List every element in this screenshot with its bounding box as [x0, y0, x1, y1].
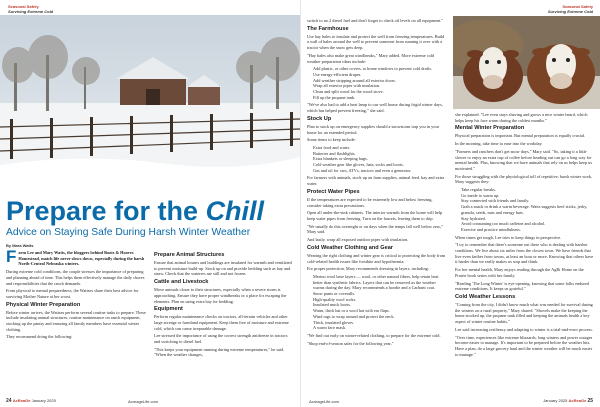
section-heading: Mental Winter Preparation: [455, 125, 525, 132]
list-item: • Warm, thick hat or a wool hat with ear flaps.: [313, 308, 447, 314]
body-paragraph: "Shop end-of-season sales for the following year,": [307, 340, 394, 346]
body-paragraph: Before winter arrives, the Wattses perform several routine tasks to prepare. These include insulating animal structures, routine maintenance on ranch equipment, stocking up the pantry and ensuring all family members have essential winter clothing.: [6, 309, 146, 332]
intro-paragraph: From physical to mental preparedness, the Wattses share their best advice for surviving Mother Nature at her worst.: [6, 288, 139, 299]
right-column-1: [307, 18, 447, 392]
section-heading: Cattle and Livestock: [154, 279, 209, 286]
subsection-label: Surviving Extreme Cold: [547, 9, 593, 14]
body-paragraph: Lee said increasing resiliency and adapting to winter is a trial-and-error process.: [455, 326, 593, 332]
intro-lead: arm Lee and Mary Watts, the bloggers behind Boots & Hooves Homestead, match life never slows down, especially during the harsh North-Central Nebraska winters.: [18, 250, 145, 267]
body-paragraph: In the morning, take time to ease into the workday.: [455, 141, 543, 147]
body-paragraph: Ensure that animal houses and buildings are insulated for warmth and ventilated to prevent moisture build-up. Stock up on and provide bedding such as hay and straw. Check that the waterers are still and not frozen.: [154, 260, 292, 277]
title-main: Prepare for the: [6, 196, 206, 226]
list-item: • Clean and split wood for the wood stove.: [313, 89, 447, 95]
snowy-farm-photo: [0, 15, 300, 195]
list-item: • Add weather stripping around all exterior doors.: [313, 78, 447, 84]
right-footer: [543, 398, 593, 404]
list-item: • Wind rags to wrap around and protect the neck.: [313, 314, 447, 320]
list-item: • Fill up the propane tank.: [313, 95, 447, 101]
body-paragraph: "I try to remember that there's someone out there who is dealing with harsher conditions. We live about six miles from the closest town. We have friends that live even farther from towns, at least an hour or more. Knowing that others have it harder than we really makes us stop and think.: [455, 242, 594, 265]
body-paragraph: "Reading 'The Long Winter' is eye-opening, knowing that some folks endured extreme conditions. It keeps us grateful.": [455, 280, 589, 292]
list-item: • Exercise and practice mindfulness.: [461, 227, 595, 233]
list-item: • Snow pants or coveralls.: [313, 291, 447, 297]
right-footer-site: AcreageLife.com: [309, 399, 340, 404]
byline: By Mara Watts: [6, 243, 34, 248]
left-column-1: [6, 250, 146, 395]
body-paragraph: she explained. "Lee even stays shaving and grows a nice winter beard, which helps keep his face warm during the coldest months.": [455, 112, 588, 123]
list-item: • Gas and oil for cars, ATVs, tractors and even a generator.: [313, 168, 447, 174]
left-footer-site: AcreageLife.com: [128, 399, 159, 404]
section-heading: Physical Winter Preparation: [6, 301, 81, 308]
section-heading: Equipment: [154, 306, 183, 313]
list-item: • Avoid consuming too much caffeine and alcohol.: [461, 221, 595, 227]
list-item: • Stay connected with friends and family.: [461, 198, 595, 204]
body-paragraph: Physical preparation is important. But mental preparation is equally crucial.: [455, 133, 586, 139]
title-emphasis: Chill: [205, 196, 265, 226]
list-item: • Thick, insulated gloves.: [313, 320, 447, 326]
list-item: • High-quality wool socks.: [313, 297, 447, 303]
body-paragraph: Perform regular maintenance checks on tractors, all-terrain vehicles and other large acreage or farmland equipment. Keep them free of moisture and extreme cold, which can cause irreparable damage.: [154, 314, 289, 331]
body-paragraph: "Over time, experiences like extreme blizzards, long winters and power outages become easier to manage. It's important to be prepared before the weather hits. Have a plan, do a large grocery haul and the winter weather will be much easier to manage.": [455, 334, 593, 357]
body-paragraph: Use hay bales to insulate and protect the well from freezing temperatures. Build a wall of bales around the well to prevent someone from running it over with a tractor when the snow gets deep.: [307, 33, 445, 51]
body-paragraph: "Farmers and ranchers don't get snow days," Mary said. "So, taking it a little slower to enjoy an extra cup of coffee before heading out can go a long way for mental health. Plus, knowing that we have animals that rely on us helps keep us motivated.": [455, 148, 592, 171]
body-paragraph: And lastly, wrap all exposed outdoor pipes with insulation.: [307, 237, 409, 243]
body-paragraph: For her mental health, Mary enjoys reading through the AgRi Home on the Prairie book series with her family.: [455, 267, 584, 278]
list-item: • Take regular breaks.: [461, 187, 595, 193]
stockup-list: [307, 145, 447, 174]
body-paragraph: "This keeps your equipment running during extreme temperatures," he said. "When the weather changes,: [154, 346, 285, 358]
body-paragraph: If the temperatures are expected to be extremely low and below freezing, consider taking extra precautions.: [307, 196, 433, 208]
mental-list: [455, 187, 595, 233]
body-paragraph: For those struggling with the physiological toll of repetitive, harsh winter work, Mary suggests they:: [455, 173, 593, 185]
section-heading: The Farmhouse: [307, 25, 349, 32]
body-paragraph: They recommend doing the following:: [6, 334, 73, 340]
intro-paragraph: During extreme cold conditions, the couple stresses the importance of preparing and planning ahead of time. This helps them effectively manage the daily chores and responsibilities that the ranch demands.: [6, 269, 145, 286]
body-paragraph: "Hay bales also make great windbreaks," Mary added. More extreme cold weather preparation ideas include:: [307, 52, 435, 64]
body-paragraph: Move animals closer to their structures, especially when a severe storm is approaching. Ensure they have proper windbreaks or a place for escaping the elements. Plan on using extra hay for bedding.: [154, 287, 287, 304]
list-item: • Use energy-efficient drapes.: [313, 72, 447, 78]
cattle-photo: [453, 16, 600, 109]
body-paragraph: Lee stressed the importance of using the correct strength antifreeze in tractors and switching to diesel fuel.: [154, 333, 288, 345]
list-item: • Cold weather gear like gloves, hats, socks and boots.: [313, 162, 447, 168]
body-paragraph: For proper protection, Mary recommends dressing in layers, including:: [307, 266, 429, 272]
left-footer: [6, 398, 56, 404]
body-paragraph: "We usually do this overnight or on days when the temps fall well below zero," Mary said.: [307, 223, 444, 235]
drop-cap: F: [6, 250, 17, 266]
subsection-label: Surviving Extreme Cold: [8, 9, 54, 14]
list-item: • Batteries and flashlights.: [313, 151, 447, 157]
article-subtitle: Advice on Staying Safe During Harsh Winter Weather: [6, 227, 251, 238]
section-heading: Cold Weather Clothing and Gear: [307, 244, 393, 251]
page-number: 25: [587, 398, 593, 404]
body-paragraph: For farmers with animals, stock up on farm supplies, animal feed, hay and extra water.: [307, 175, 445, 187]
body-paragraph: Plan to stock up on emergency supplies should a snowstorm trap you in your home for an extended period.: [307, 123, 440, 135]
left-column-2: [154, 250, 294, 395]
list-item: • Wrap all exterior pipes with insulation.: [313, 83, 447, 89]
section-heading: Protect Water Pipes: [307, 188, 360, 195]
section-heading: Stock Up: [307, 115, 332, 122]
farmhouse-list: [307, 66, 447, 100]
issue-date: January 2025: [31, 398, 56, 403]
list-item: • Go inside to warm up.: [461, 193, 595, 199]
body-paragraph: Wearing the right clothing and winter gear is critical to protecting the body from cold-related health issues like frostbite and hypothermia.: [307, 252, 446, 264]
list-item: • Extra food and water.: [313, 145, 447, 151]
body-paragraph: switch to no.2 diesel fuel and don't forget to check oil levels on all equipment.": [307, 18, 444, 23]
section-heading: Prepare Animal Structures: [154, 252, 225, 258]
list-item: • Extra blankets or sleeping bags.: [313, 156, 447, 162]
list-item: • Add plastic, or other covers, to home windows to prevent cold drafts.: [313, 66, 447, 72]
issue-date: January 2025: [543, 398, 568, 403]
section-label: Seasonal Safety: [562, 4, 593, 9]
brand-name: AcReaGe: [12, 398, 31, 403]
section-heading: Cold Weather Lessons: [455, 293, 516, 300]
list-item: • Insulated muck boots.: [313, 302, 447, 308]
section-label: Seasonal Safety: [8, 4, 39, 9]
clothing-list: [307, 274, 447, 331]
body-paragraph: Open all under-the-sink cabinets. The interior warmth from the home will help keep water pipes from freezing. Turn on the faucets, leaving them to drip.: [307, 210, 443, 221]
list-item: • Merino wool base layers — wool, or other natural fibers, help retain heat better than synthetic fabrics. Layers that can be removed as the weather warms during the day. Mary recommends a hoodie and a Carhartt coat.: [313, 274, 447, 291]
body-paragraph: "We find out early on winter-related clothing, to prepare for the extreme cold.: [307, 332, 441, 338]
body-paragraph: When times get tough, Lee tries to keep things in perspective.: [455, 234, 562, 240]
right-page: [300, 0, 600, 407]
section-header: [548, 4, 593, 14]
body-paragraph: "Coming from the city, I didn't know much what was needed for survival during the winters on a rural property," Mary shared. "Shovels make the keeping the home stocked up, the propane tank filled and keeping the animals health a key aspect of winter routine habits.": [455, 301, 593, 325]
page-number: 24: [6, 398, 12, 404]
section-header: [8, 4, 53, 14]
list-item: • A warm face mask.: [313, 325, 447, 331]
article-title: [6, 196, 264, 226]
body-paragraph: "We've also had to add a heat lamp to our well house during frigid winter days, which has helped prevent freezing," she said.: [307, 102, 443, 114]
right-column-2: [455, 112, 595, 392]
list-item: • Grab a snack or drink a warm beverage. Watts suggests beef sticks, jerky, granola, seeds, nuts and energy bars.: [461, 204, 595, 215]
brand-name: AcReaGe: [568, 398, 587, 403]
body-paragraph: Some items to keep include:: [307, 137, 356, 143]
list-item: • Stay hydrated.: [461, 216, 595, 222]
